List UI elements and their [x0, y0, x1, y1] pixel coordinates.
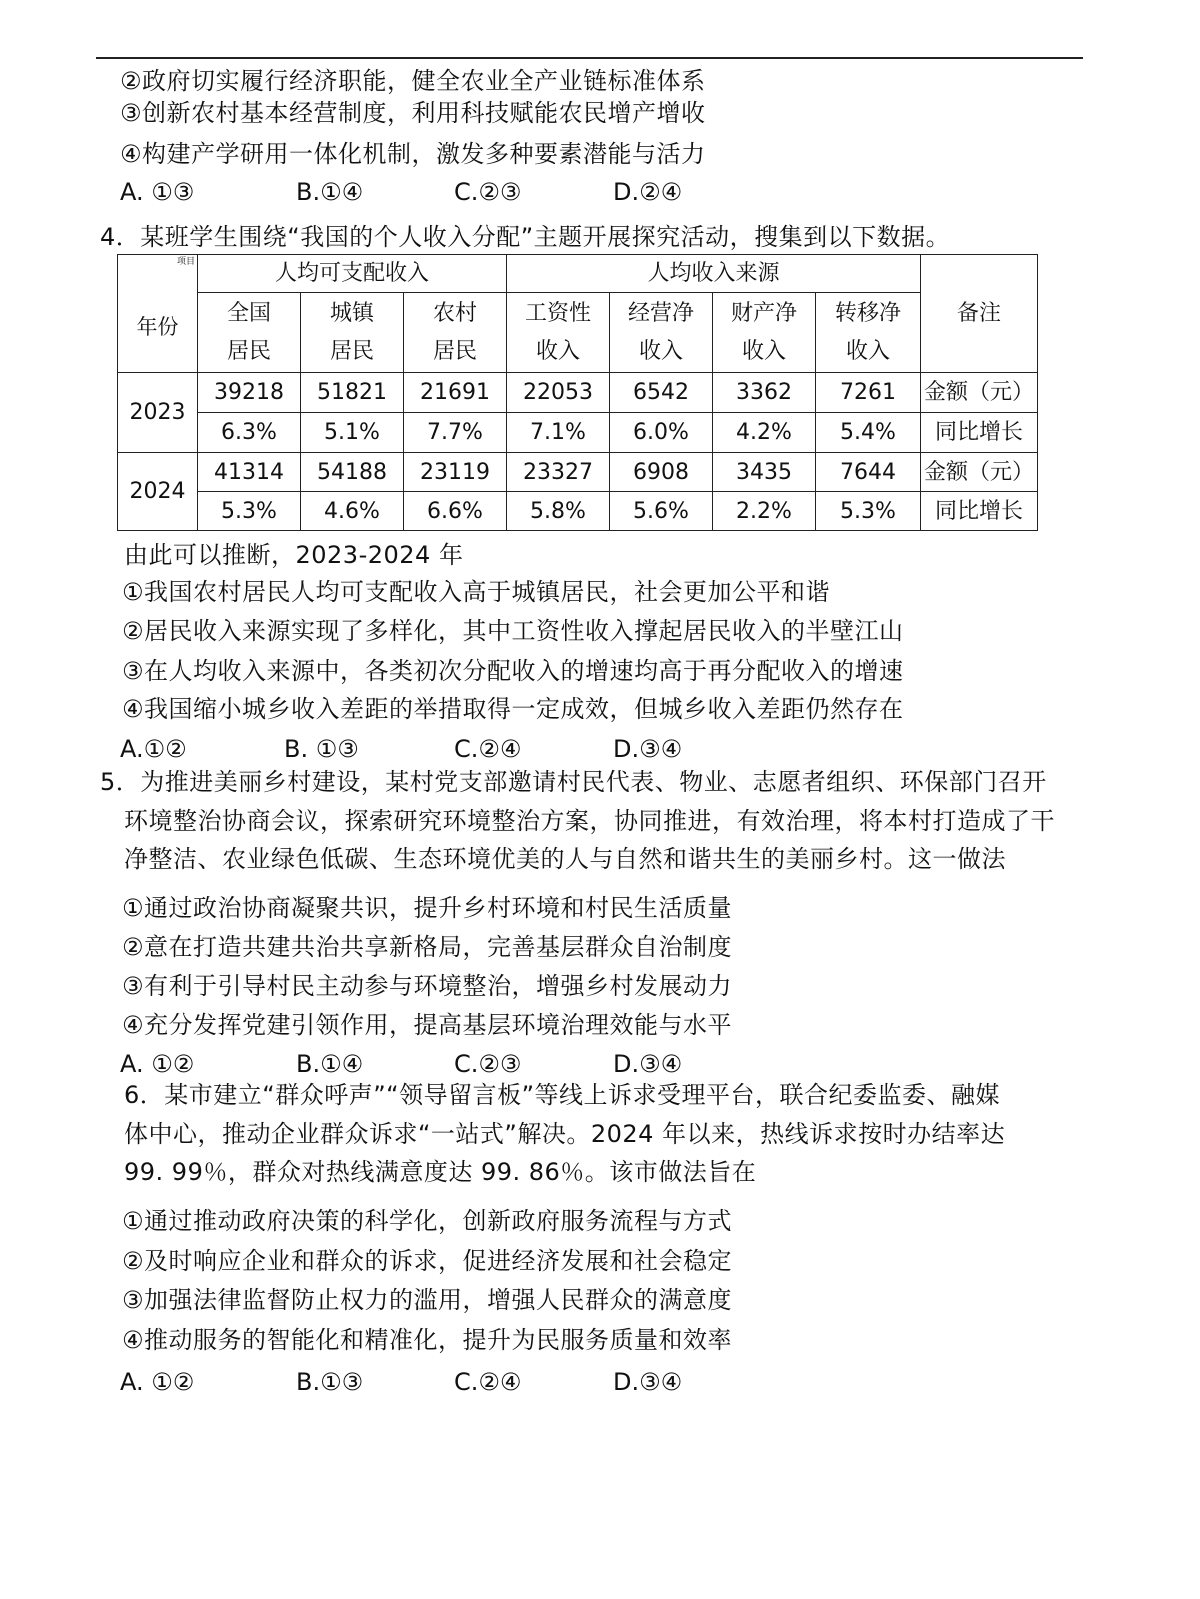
- corner-item-label: 项目: [176, 257, 195, 267]
- col-header-property: 财产净 收入: [713, 293, 816, 373]
- table-cell: 4.2%: [713, 413, 816, 453]
- col-header-transfer: 转移净 收入: [816, 293, 921, 373]
- q4-item-2: ②居民收入来源实现了多样化，其中工资性收入撑起居民收入的半壁江山: [122, 617, 904, 645]
- q5-item-1: ①通过政治协商凝聚共识，提升乡村环境和村民生活质量: [122, 894, 733, 922]
- q4-option-b[interactable]: B. ①③: [284, 735, 359, 763]
- remark-cell: 同比增长: [921, 413, 1038, 453]
- table-cell: 6.0%: [610, 413, 713, 453]
- table-cell: 5.1%: [301, 413, 404, 453]
- table-cell: 3435: [713, 453, 816, 492]
- q6-stem-line-3: 99. 99％，群众对热线满意度达 99. 86％。该市做法旨在: [124, 1158, 757, 1186]
- col-header-urban: 城镇 居民: [301, 293, 404, 373]
- q6-item-3: ③加强法律监督防止权力的滥用，增强人民群众的满意度: [122, 1286, 733, 1314]
- table-row: [118, 453, 1038, 492]
- q3-item-4: ④构建产学研用一体化机制，激发多种要素潜能与活力: [120, 140, 706, 168]
- q5-stem-line-3: 净整洁、农业绿色低碳、生态环境优美的人与自然和谐共生的美丽乡村。这一做法: [124, 845, 1006, 873]
- remark-cell: 金额（元）: [921, 373, 1038, 413]
- year-cell: 2023: [118, 373, 198, 453]
- table-cell: 41314: [198, 453, 301, 492]
- table-cell: 4.6%: [301, 492, 404, 531]
- table-row: [118, 492, 1038, 531]
- table-cell: 7.1%: [507, 413, 610, 453]
- q4-option-c[interactable]: C.②④: [454, 735, 522, 763]
- table-cell: 6542: [610, 373, 713, 413]
- table-cell: 39218: [198, 373, 301, 413]
- table-cell: 7644: [816, 453, 921, 492]
- group-disposable-income: 人均可支配收入: [198, 255, 507, 293]
- q5-item-2: ②意在打造共建共治共享新格局，完善基层群众自治制度: [122, 933, 733, 961]
- col-header-wage: 工资性 收入: [507, 293, 610, 373]
- q6-option-a[interactable]: A. ①②: [120, 1368, 195, 1396]
- q4-item-3: ③在人均收入来源中，各类初次分配收入的增速均高于再分配收入的增速: [122, 657, 904, 685]
- q5-item-4: ④充分发挥党建引领作用，提高基层环境治理效能与水平: [122, 1011, 733, 1039]
- group-income-source: 人均收入来源: [507, 255, 921, 293]
- q6-item-4: ④推动服务的智能化和精准化，提升为民服务质量和效率: [122, 1326, 733, 1354]
- table-cell: 21691: [404, 373, 507, 413]
- q3-option-b[interactable]: B.①④: [296, 178, 364, 206]
- table-cell: 6908: [610, 453, 713, 492]
- q6-stem-line-2: 体中心，推动企业群众诉求“一站式”解决。2024 年以来，热线诉求按时办结率达: [124, 1120, 1006, 1148]
- header-rule: [96, 57, 1083, 59]
- q6-item-1: ①通过推动政府决策的科学化，创新政府服务流程与方式: [122, 1207, 733, 1235]
- q4-stem: 4．某班学生围绕“我国的个人收入分配”主题开展探究活动，搜集到以下数据。: [100, 223, 951, 251]
- q5-option-b[interactable]: B.①④: [296, 1050, 364, 1078]
- table-row: [118, 413, 1038, 453]
- q3-option-c[interactable]: C.②③: [454, 178, 522, 206]
- q4-options: [120, 734, 820, 764]
- q6-item-2: ②及时响应企业和群众的诉求，促进经济发展和社会稳定: [122, 1247, 733, 1275]
- table-cell: 6.6%: [404, 492, 507, 531]
- col-header-national: 全国 居民: [198, 293, 301, 373]
- q6-options: [120, 1367, 820, 1397]
- q5-options: [120, 1049, 820, 1079]
- q6-option-b[interactable]: B.①③: [296, 1368, 364, 1396]
- corner-year-label: 年份: [136, 315, 179, 339]
- q5-stem-line-1: 5．为推进美丽乡村建设，某村党支部邀请村民代表、物业、志愿者组织、环保部门召开: [100, 768, 1047, 796]
- table-cell: 3362: [713, 373, 816, 413]
- remark-cell: 同比增长: [921, 492, 1038, 531]
- q4-option-d[interactable]: D.③④: [613, 735, 683, 763]
- remark-cell: 金额（元）: [921, 453, 1038, 492]
- table-cell: 22053: [507, 373, 610, 413]
- col-header-business: 经营净 收入: [610, 293, 713, 373]
- q4-item-1: ①我国农村居民人均可支配收入高于城镇居民，社会更加公平和谐: [122, 578, 831, 606]
- q3-option-a[interactable]: A. ①③: [120, 178, 195, 206]
- q3-options: [120, 177, 820, 207]
- table-row: [118, 373, 1038, 413]
- q5-item-3: ③有利于引导村民主动参与环境整治，增强乡村发展动力: [122, 972, 733, 1000]
- q4-lead: 由此可以推断，2023-2024 年: [124, 541, 464, 569]
- table-cell: 5.6%: [610, 492, 713, 531]
- q3-item-3: ③创新农村基本经营制度，利用科技赋能农民增产增收: [120, 99, 706, 127]
- table-corner-cell: [118, 255, 198, 373]
- table-cell: 7.7%: [404, 413, 507, 453]
- table-cell: 5.3%: [198, 492, 301, 531]
- q6-option-c[interactable]: C.②④: [454, 1368, 522, 1396]
- q5-option-a[interactable]: A. ①②: [120, 1050, 195, 1078]
- remark-header: 备注: [921, 255, 1038, 373]
- col-header-rural: 农村 居民: [404, 293, 507, 373]
- q3-item-2: ②政府切实履行经济职能，健全农业全产业链标准体系: [120, 67, 706, 95]
- year-cell: 2024: [118, 453, 198, 531]
- table-cell: 7261: [816, 373, 921, 413]
- q5-stem-line-2: 环境整治协商会议，探索研究环境整治方案，协同推进，有效治理，将本村打造成了干: [124, 807, 1055, 835]
- q5-option-c[interactable]: C.②③: [454, 1050, 522, 1078]
- table-cell: 5.3%: [816, 492, 921, 531]
- table-cell: 54188: [301, 453, 404, 492]
- income-table: [117, 254, 1038, 531]
- table-cell: 23119: [404, 453, 507, 492]
- table-cell: 2.2%: [713, 492, 816, 531]
- table-cell: 23327: [507, 453, 610, 492]
- table-cell: 5.4%: [816, 413, 921, 453]
- table-cell: 51821: [301, 373, 404, 413]
- q6-option-d[interactable]: D.③④: [613, 1368, 683, 1396]
- q5-option-d[interactable]: D.③④: [613, 1050, 683, 1078]
- table-cell: 5.8%: [507, 492, 610, 531]
- q6-stem-line-1: 6．某市建立“群众呼声”“领导留言板”等线上诉求受理平台，联合纪委监委、融媒: [124, 1081, 1001, 1109]
- q4-item-4: ④我国缩小城乡收入差距的举措取得一定成效，但城乡收入差距仍然存在: [122, 695, 904, 723]
- table-cell: 6.3%: [198, 413, 301, 453]
- q4-option-a[interactable]: A.①②: [120, 735, 187, 763]
- q3-option-d[interactable]: D.②④: [613, 178, 683, 206]
